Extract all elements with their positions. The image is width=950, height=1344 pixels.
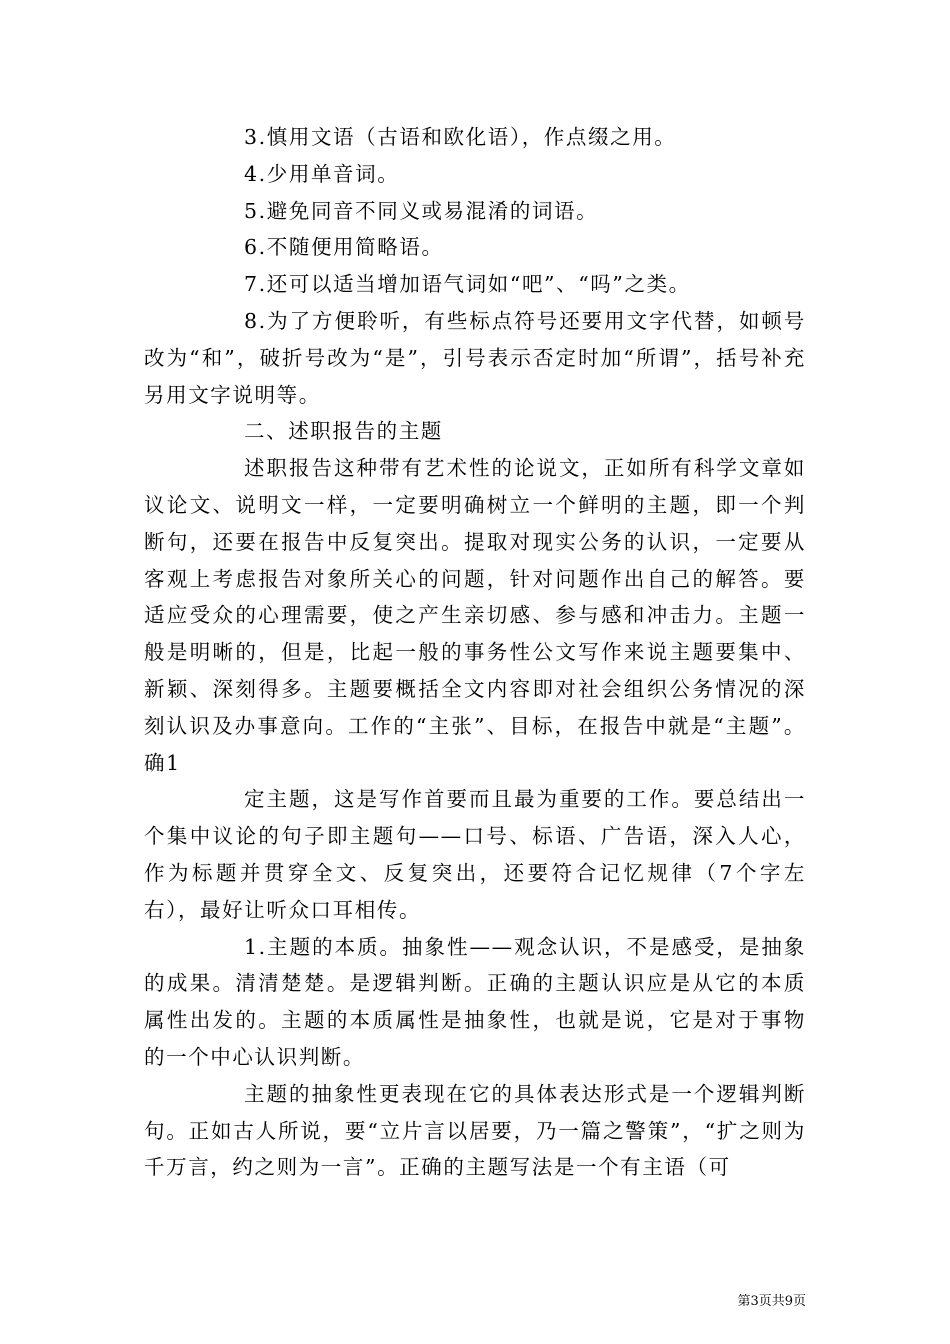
list-item-3: 3.慎用文语（古语和欧化语），作点缀之用。 (244, 125, 677, 149)
list-item-8: 8.为了方便聆听，有些标点符号还要用文字代替，如顿号改为“和”，破折号改为“是”，引号表示否定时加“所谓”，括号补充另用文字说明等。 (144, 308, 806, 407)
list-item-4: 4.少用单音词。 (244, 161, 400, 186)
body-paragraph: 述职报告这种带有艺术性的论说文，正如所有科学文章如议论文、说明文一样，一定要明确树立一个鲜明的主题，即一个判断句，还要在报告中反复突出。提取对现实公务的认识，一定要从客观上考虑报告对象所关心的问题，针对问题作出自己的解答。要适应受众的心理需要，使之产生亲切感、参与感和冲击力。主题一般是明晰的，但是，比起一般的事务性公文写作来说主题要集中、新颖、深刻得多。主题要概括全文内容即对社会组织公务情况的深刻认识及办事意向。工作的“主张”、目标，在报告中就是“主题”。确1 (144, 456, 806, 775)
document-body (144, 119, 806, 1186)
section-heading: 二、述职报告的主题 (244, 419, 443, 444)
list-item-5: 5.避免同音不同义或易混淆的词语。 (244, 198, 599, 223)
page-number: 第3页共9页 (737, 1294, 806, 1309)
list-item-7: 7.还可以适当增加语气词如“吧”、“吗”之类。 (244, 272, 691, 297)
body-paragraph: 1.主题的本质。抽象性——观念认识，不是感受，是抽象的成果。清清楚楚。是逻辑判断。正确的主题认识应是从它的本质属性出发的。主题的本质属性是抽象性，也就是说，它是对于事物的一个中心认识判断。 (144, 934, 806, 1069)
body-paragraph: 主题的抽象性更表现在它的具体表达形式是一个逻辑判断句。正如古人所说，要“立片言以居要，乃一篇之警策”，“扩之则为千万言，约之则为一言”。正确的主题写法是一个有主语（可 (144, 1081, 806, 1180)
body-paragraph: 定主题，这是写作首要而且最为重要的工作。要总结出一个集中议论的句子即主题句——口号、标语、广告语，深入人心，作为标题并贯穿全文、反复突出，还要符合记忆规律（7个字左右），最好让听众口耳相传。 (144, 787, 806, 922)
list-item-6: 6.不随便用简略语。 (244, 235, 444, 260)
